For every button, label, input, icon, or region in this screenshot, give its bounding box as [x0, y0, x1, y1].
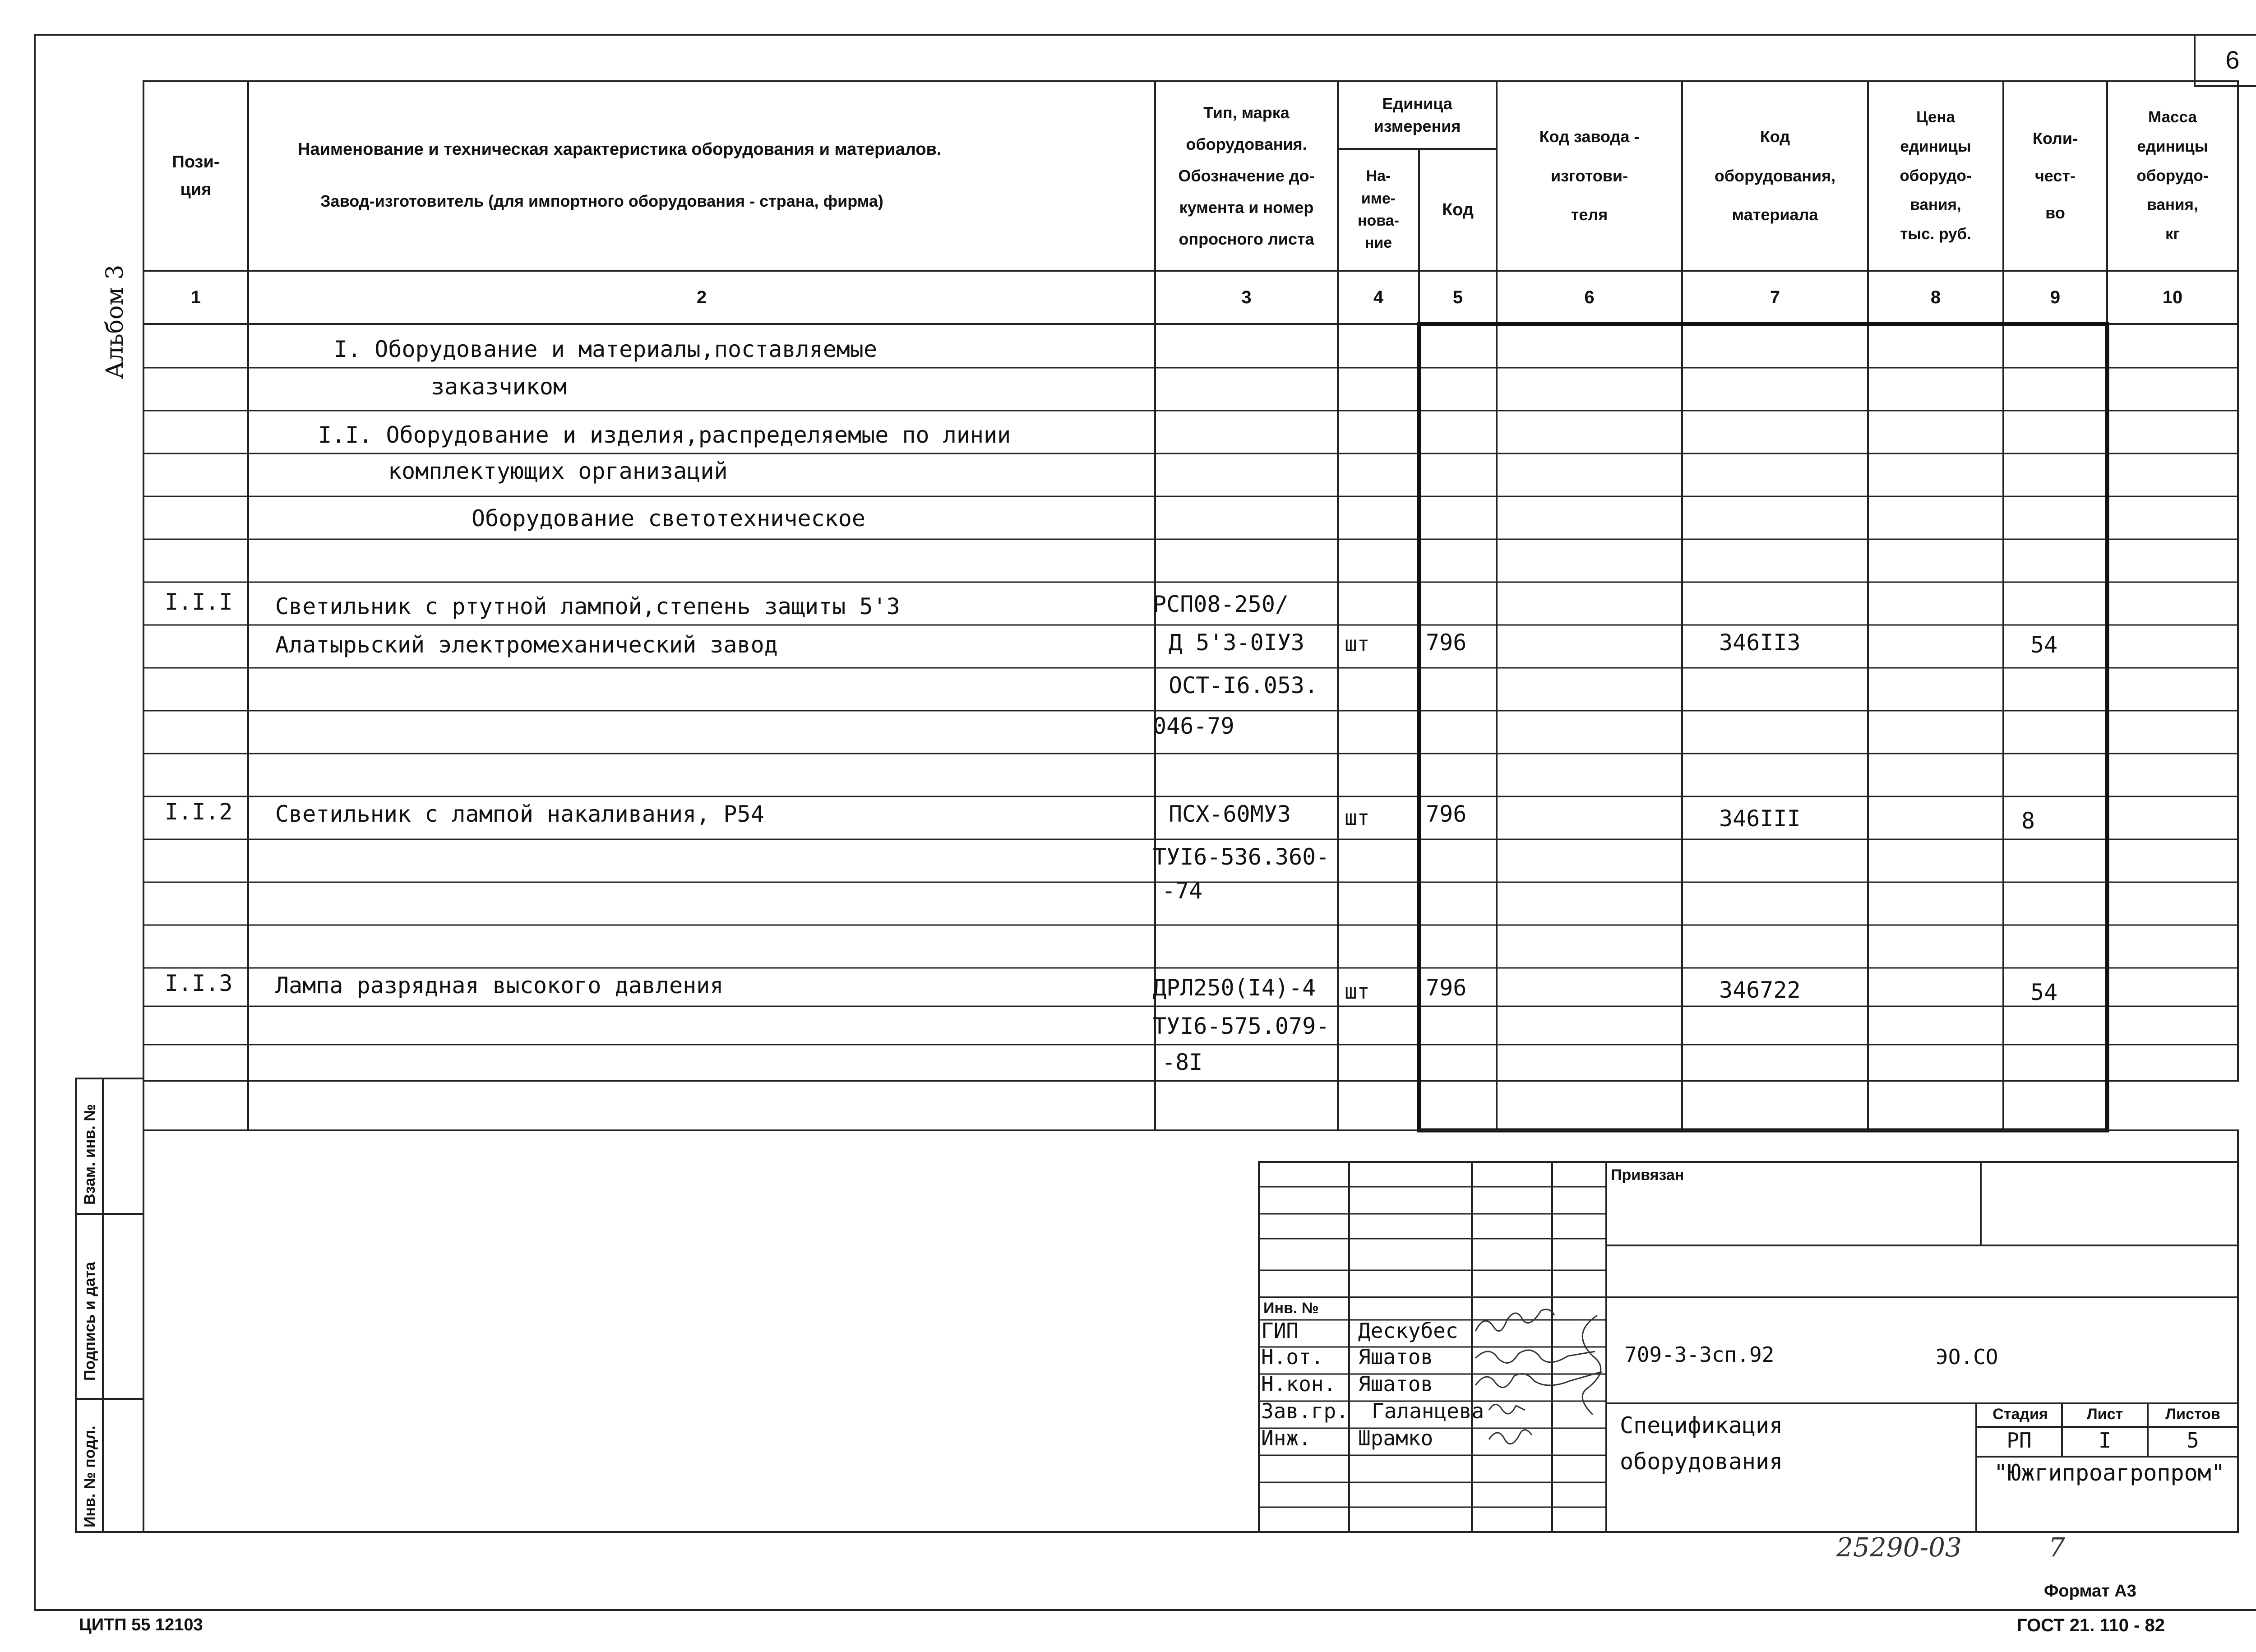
item-1-type-line2: Д 5'3-0IУ3 — [1169, 629, 1305, 656]
colnum-7: 7 — [1770, 287, 1780, 307]
side-strip-vzam: Взам. инв. № — [81, 1104, 98, 1205]
role-n-kon: Н.кон. — [1261, 1372, 1336, 1396]
header-unit-code: Код — [1442, 200, 1474, 219]
header-equip-code: Код оборудования, материала — [1714, 127, 1836, 224]
stage-label: Стадия — [1992, 1406, 2048, 1423]
section-1-line1: I. Оборудование и материалы,поставляемые — [334, 336, 878, 362]
handwritten-page: 7 — [2048, 1532, 2065, 1563]
header-unit: Единица измерения — [1373, 94, 1461, 135]
role-n-ot: Н.от. — [1261, 1345, 1324, 1369]
section-group-title: Оборудование светотехническое — [472, 505, 865, 532]
item-1-unit: шт — [1345, 632, 1370, 656]
doc-title-line2: оборудования — [1620, 1448, 1783, 1475]
item-2-name-line1: Светильник с лампой накаливания, Р54 — [275, 801, 764, 827]
item-3-equip-code: 346722 — [1719, 977, 1801, 1003]
header-type: Тип, марка оборудования. Обозначение до- кумента и номер опросного листа — [1178, 103, 1315, 249]
item-1-equip-code: 346II3 — [1719, 629, 1801, 656]
name-gip: Дескубес — [1358, 1319, 1458, 1343]
item-1-type-line3: ОСТ-I6.053. — [1169, 672, 1318, 699]
colnum-6: 6 — [1584, 287, 1595, 307]
item-1-unit-code: 796 — [1426, 629, 1467, 656]
item-2-unit-code: 796 — [1426, 801, 1467, 827]
item-1-qty: 54 — [2030, 632, 2058, 658]
item-2-type-line2: ТУI6-536.360- — [1153, 844, 1330, 870]
document-code: 709-3-3сп.92 — [1624, 1342, 1775, 1367]
name-n-kon: Яшатов — [1358, 1372, 1433, 1396]
item-3-type-line2: ТУI6-575.079- — [1153, 1013, 1330, 1039]
item-3-name-line1: Лампа разрядная высокого давления — [275, 972, 724, 999]
role-zav-gr: Зав.гр. — [1261, 1399, 1349, 1423]
header-name-line2: Завод-изготовитель (для импортного оборудования - страна, фирма) — [320, 192, 883, 210]
doc-title-line1: Спецификация — [1620, 1412, 1783, 1439]
format-label: Формат А3 — [2044, 1582, 2136, 1601]
item-1-name-line2: Алатырьский электромеханический завод — [275, 632, 778, 658]
name-zav-gr: Галанцева — [1372, 1399, 1484, 1423]
role-inzh: Инж. — [1261, 1426, 1311, 1450]
item-1-type-line4: 046-79 — [1153, 713, 1234, 739]
item-2-equip-code: 346III — [1719, 805, 1801, 832]
item-3-unit: шт — [1345, 979, 1370, 1004]
item-2-type-line1: ПСХ-60МУ3 — [1169, 801, 1291, 827]
sheets-value: 5 — [2187, 1428, 2199, 1453]
header-mass: Масса единицы оборудо- вания, кг — [2136, 108, 2209, 243]
item-3-qty: 54 — [2030, 979, 2058, 1005]
header-maker-code: Код завода - изготови- теля — [1539, 127, 1640, 224]
colnum-4: 4 — [1373, 287, 1384, 307]
name-n-ot: Яшатов — [1358, 1345, 1433, 1369]
album-label: Альбом 3 — [102, 264, 129, 379]
item-1-position: I.I.I — [165, 589, 233, 615]
side-strip-podpis: Подпись и дата — [81, 1262, 98, 1381]
item-2-unit: шт — [1345, 805, 1370, 830]
colnum-5: 5 — [1452, 287, 1463, 307]
colnum-9: 9 — [2050, 287, 2061, 307]
section-11-line2: комплектующих организаций — [388, 458, 728, 484]
colnum-8: 8 — [1930, 287, 1941, 307]
colnum-10: 10 — [2162, 287, 2183, 307]
name-inzh: Шрамко — [1358, 1426, 1433, 1450]
sheets-label: Листов — [2165, 1406, 2220, 1423]
colnum-1: 1 — [190, 287, 201, 307]
sheet-label: Лист — [2086, 1406, 2123, 1423]
handwritten-number: 25290-03 — [1836, 1532, 1962, 1563]
colnum-2: 2 — [696, 287, 707, 307]
colnum-3: 3 — [1241, 287, 1252, 307]
page-number: 6 — [2194, 34, 2256, 87]
item-3-type-line3: -8I — [1162, 1049, 1203, 1075]
item-3-unit-code: 796 — [1426, 975, 1467, 1001]
section-1-line2: заказчиком — [431, 374, 567, 400]
document-suffix: ЭО.СО — [1936, 1345, 1998, 1369]
inv-number-label: Инв. № — [1263, 1300, 1319, 1317]
item-2-type-line3: -74 — [1162, 878, 1203, 904]
item-1-type-line1: РСП08-250/ — [1153, 591, 1289, 617]
stage-value: РП — [2006, 1428, 2032, 1453]
footer-right: ГОСТ 21. 110 - 82 — [2017, 1615, 2165, 1635]
item-3-position: I.I.3 — [165, 970, 233, 996]
sheet-value: I — [2099, 1428, 2111, 1453]
item-3-type-line1: ДРЛ250(I4)-4 — [1153, 975, 1316, 1001]
role-gip: ГИП — [1261, 1319, 1299, 1343]
side-strip-inv-podl: Инв. № подл. — [81, 1425, 98, 1527]
privyazan-label: Привязан — [1611, 1166, 1684, 1184]
section-11-line1: I.I. Оборудование и изделия,распределяемые по линии — [318, 422, 1011, 448]
item-2-position: I.I.2 — [165, 799, 233, 825]
header-position: Пози- ция — [172, 153, 220, 199]
header-name-line1: Наименование и техническая характеристика оборудования и материалов. — [298, 140, 942, 159]
header-price: Цена единицы оборудо- вания, тыс. руб. — [1900, 108, 1972, 243]
item-1-name-line1: Светильник с ртутной лампой,степень защиты 5'3 — [275, 593, 900, 620]
item-2-qty: 8 — [2021, 808, 2035, 834]
organization-name: "Южгипроагропром" — [1994, 1460, 2225, 1486]
header-qty: Коли- чест- во — [2032, 129, 2078, 222]
header-unit-name: На- име- нова- ние — [1358, 167, 1399, 252]
footer-left: ЦИТП 55 12103 — [79, 1615, 203, 1634]
